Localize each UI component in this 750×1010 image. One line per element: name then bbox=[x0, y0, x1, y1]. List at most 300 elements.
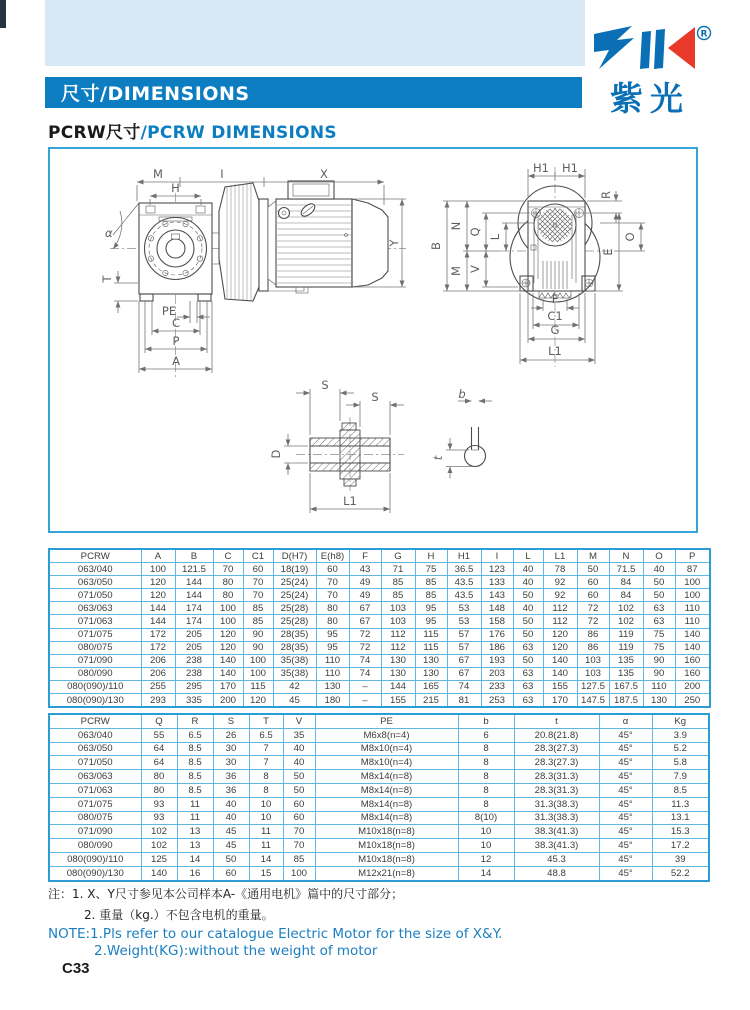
table-cell: 70 bbox=[283, 839, 315, 853]
table-cell: 40 bbox=[513, 576, 543, 589]
table-cell: 13.1 bbox=[652, 811, 709, 825]
table-cell: 127.5 bbox=[577, 680, 609, 693]
table-cell: 233 bbox=[481, 680, 513, 693]
table-cell: 205 bbox=[175, 641, 213, 654]
table-cell: 40 bbox=[643, 563, 675, 576]
keyway-detail-view bbox=[431, 387, 492, 479]
note-zh-line2 bbox=[48, 905, 698, 926]
table-cell: 174 bbox=[175, 602, 213, 615]
table-cell: 8 bbox=[249, 783, 283, 797]
table-cell: 203 bbox=[481, 667, 513, 680]
table-row bbox=[49, 742, 709, 756]
dim-label-S1: S bbox=[321, 378, 329, 392]
table-cell: 8 bbox=[458, 797, 514, 811]
table-cell: 170 bbox=[543, 694, 577, 708]
table-cell: 78 bbox=[543, 563, 577, 576]
table-row bbox=[49, 602, 710, 615]
dim-label-R: R bbox=[599, 191, 613, 199]
table-cell: 165 bbox=[415, 680, 447, 693]
column-header: P bbox=[675, 549, 710, 563]
table-cell: 148 bbox=[481, 602, 513, 615]
table-cell: 112 bbox=[381, 641, 415, 654]
table-cell: 63 bbox=[513, 667, 543, 680]
dim-label-L1-shaft: L1 bbox=[343, 494, 357, 508]
table-cell: 35(38) bbox=[273, 667, 316, 680]
column-header: PCRW bbox=[49, 714, 141, 728]
table-cell: 64 bbox=[141, 756, 177, 770]
table-cell: 140 bbox=[543, 654, 577, 667]
table-cell: 100 bbox=[243, 654, 273, 667]
table-cell: 172 bbox=[141, 641, 175, 654]
column-header: Kg bbox=[652, 714, 709, 728]
table-cell: 28.3(27.3) bbox=[514, 742, 599, 756]
table-cell: 57 bbox=[447, 628, 481, 641]
table-cell: 45 bbox=[213, 839, 249, 853]
scan-artifact bbox=[0, 0, 6, 28]
table-cell: 80 bbox=[316, 615, 349, 628]
table-cell: 7 bbox=[249, 756, 283, 770]
column-header: I bbox=[481, 549, 513, 563]
table-cell: 80 bbox=[316, 602, 349, 615]
table-cell: 75 bbox=[643, 641, 675, 654]
table-cell: 87 bbox=[675, 563, 710, 576]
table-cell: 40 bbox=[283, 756, 315, 770]
table-cell: 35(38) bbox=[273, 654, 316, 667]
table-cell: 71 bbox=[381, 563, 415, 576]
table-cell: 90 bbox=[643, 667, 675, 680]
table-cell: 103 bbox=[577, 667, 609, 680]
table-cell: 85 bbox=[283, 852, 315, 866]
table-cell: 160 bbox=[675, 654, 710, 667]
table-cell: 063/040 bbox=[49, 563, 141, 576]
pcrw-dimensions-table-2 bbox=[48, 713, 710, 882]
table-cell: M8x10(n=4) bbox=[315, 756, 458, 770]
logo-k-bar-glyph bbox=[654, 29, 665, 69]
logo-i-glyph bbox=[640, 31, 651, 69]
side-view bbox=[100, 167, 406, 377]
dim-label-X: X bbox=[320, 167, 328, 181]
note-zh-text2: 2. 重量（kg.）不包含电机的重量。 bbox=[84, 908, 274, 922]
column-header: Q bbox=[141, 714, 177, 728]
table-cell: 140 bbox=[141, 866, 177, 880]
section-title-zh: PCRW尺寸 bbox=[48, 123, 141, 143]
table-cell: 144 bbox=[141, 602, 175, 615]
table-cell: 70 bbox=[283, 825, 315, 839]
table-cell: 72 bbox=[349, 641, 381, 654]
note-en-line2 bbox=[48, 943, 698, 960]
table-cell: – bbox=[349, 694, 381, 708]
table-row bbox=[49, 576, 710, 589]
table-cell: 50 bbox=[513, 615, 543, 628]
table-cell: 72 bbox=[577, 602, 609, 615]
table-cell: 16 bbox=[177, 866, 213, 880]
table-cell: 238 bbox=[175, 654, 213, 667]
table-row bbox=[49, 783, 709, 797]
header-title-band bbox=[45, 77, 582, 108]
table-row bbox=[49, 654, 710, 667]
table-cell: 11.3 bbox=[652, 797, 709, 811]
brand-logo bbox=[592, 24, 716, 120]
table-cell: 123 bbox=[481, 563, 513, 576]
table-row bbox=[49, 770, 709, 784]
table-cell: 253 bbox=[481, 694, 513, 708]
table-cell: 63 bbox=[643, 602, 675, 615]
table-cell: 53 bbox=[447, 615, 481, 628]
column-header: D(H7) bbox=[273, 549, 316, 563]
table-cell: 206 bbox=[141, 654, 175, 667]
table-cell: 110 bbox=[643, 680, 675, 693]
logo-red-triangle-icon bbox=[668, 27, 695, 69]
table-cell: 70 bbox=[243, 589, 273, 602]
table-cell: 071/050 bbox=[49, 756, 141, 770]
table-cell: 63 bbox=[513, 641, 543, 654]
table-cell: 147.5 bbox=[577, 694, 609, 708]
table-cell: 293 bbox=[141, 694, 175, 708]
table-cell: 95 bbox=[316, 628, 349, 641]
table-cell: 115 bbox=[415, 641, 447, 654]
table-cell: 92 bbox=[543, 576, 577, 589]
dim-label-H1-left: H1 bbox=[533, 161, 549, 175]
table-cell: 100 bbox=[675, 589, 710, 602]
table-cell: 10 bbox=[249, 811, 283, 825]
table-cell: 160 bbox=[675, 667, 710, 680]
dim-label-I: I bbox=[220, 167, 224, 181]
table-cell: 071/090 bbox=[49, 825, 141, 839]
table-cell: 130 bbox=[643, 694, 675, 708]
dim-label-Y: Y bbox=[387, 239, 401, 247]
table-cell: 11 bbox=[249, 825, 283, 839]
table-cell: 45° bbox=[599, 770, 652, 784]
table-cell: 70 bbox=[316, 576, 349, 589]
table-cell: 45° bbox=[599, 825, 652, 839]
table-cell: 215 bbox=[415, 694, 447, 708]
table-cell: 12 bbox=[458, 852, 514, 866]
table-cell: 7.9 bbox=[652, 770, 709, 784]
table-cell: 80 bbox=[213, 589, 243, 602]
dim-label-t-key: t bbox=[431, 455, 445, 461]
table-row bbox=[49, 680, 710, 693]
table-cell: 45° bbox=[599, 866, 652, 880]
page-number: C33 bbox=[62, 960, 90, 977]
table-cell: M12x21(n=8) bbox=[315, 866, 458, 880]
note-en-line1: NOTE:1.Pls refer to our catalogue Electric Motor for the size of X&Y. bbox=[48, 926, 503, 942]
table-cell: 071/075 bbox=[49, 628, 141, 641]
column-header: H1 bbox=[447, 549, 481, 563]
table-cell: 40 bbox=[213, 797, 249, 811]
table-cell: 120 bbox=[213, 628, 243, 641]
table-cell: 144 bbox=[175, 576, 213, 589]
table-cell: 120 bbox=[543, 628, 577, 641]
table-cell: 187.5 bbox=[609, 694, 643, 708]
column-header: B bbox=[175, 549, 213, 563]
table-cell: 100 bbox=[243, 667, 273, 680]
table-cell: 100 bbox=[213, 602, 243, 615]
table-cell: 38.3(41.3) bbox=[514, 839, 599, 853]
table-cell: M8x14(n=8) bbox=[315, 811, 458, 825]
table-cell: 205 bbox=[175, 628, 213, 641]
table-cell: 144 bbox=[381, 680, 415, 693]
table-cell: 20.8(21.8) bbox=[514, 728, 599, 742]
drawing-frame bbox=[48, 147, 698, 533]
table-cell: 35 bbox=[283, 728, 315, 742]
column-header: t bbox=[514, 714, 599, 728]
table-cell: 140 bbox=[675, 641, 710, 654]
table-cell: 120 bbox=[141, 589, 175, 602]
table-cell: 42 bbox=[273, 680, 316, 693]
dim-label-N: N bbox=[449, 221, 463, 231]
table-cell: M10x18(n=8) bbox=[315, 839, 458, 853]
table-cell: 8.5 bbox=[177, 783, 213, 797]
table-cell: 193 bbox=[481, 654, 513, 667]
table-row bbox=[49, 825, 709, 839]
column-header: A bbox=[141, 549, 175, 563]
note-en-text2: 2.Weight(KG):without the weight of motor bbox=[94, 943, 378, 959]
table-cell: 112 bbox=[381, 628, 415, 641]
table-cell: 180 bbox=[316, 694, 349, 708]
table-cell: 85 bbox=[243, 615, 273, 628]
table-cell: 6.5 bbox=[249, 728, 283, 742]
table-cell: 63 bbox=[513, 680, 543, 693]
section-title bbox=[48, 118, 337, 143]
table-cell: 120 bbox=[141, 576, 175, 589]
table-cell: 95 bbox=[316, 641, 349, 654]
table-cell: 26 bbox=[213, 728, 249, 742]
end-view bbox=[429, 161, 645, 367]
table-row bbox=[49, 563, 710, 576]
pcrw-dimensions-table-1 bbox=[48, 548, 711, 708]
table-cell: 080(090)/130 bbox=[49, 694, 141, 708]
table-cell: 155 bbox=[543, 680, 577, 693]
table-cell: 43.5 bbox=[447, 576, 481, 589]
table-cell: 14 bbox=[177, 852, 213, 866]
dim-label-PE: PE bbox=[161, 304, 177, 318]
table-cell: 174 bbox=[175, 615, 213, 628]
table-cell: 206 bbox=[141, 667, 175, 680]
table-cell: 70 bbox=[243, 576, 273, 589]
table-cell: 119 bbox=[609, 641, 643, 654]
table-cell: 67 bbox=[349, 602, 381, 615]
table-cell: 40 bbox=[513, 563, 543, 576]
table-cell: 100 bbox=[283, 866, 315, 880]
table-cell: 60 bbox=[213, 866, 249, 880]
table-cell: 11 bbox=[177, 797, 213, 811]
table-row bbox=[49, 756, 709, 770]
table-cell: 67 bbox=[447, 667, 481, 680]
table-cell: 38.3(41.3) bbox=[514, 825, 599, 839]
table-cell: 30 bbox=[213, 742, 249, 756]
dim-label-D: D bbox=[269, 449, 283, 459]
table-cell: 50 bbox=[213, 852, 249, 866]
dim-label-alpha: α bbox=[105, 226, 113, 240]
note-zh-line1 bbox=[48, 884, 698, 905]
table-row bbox=[49, 641, 710, 654]
table-cell: 8.5 bbox=[177, 756, 213, 770]
table-cell: 110 bbox=[675, 615, 710, 628]
table-cell: 5.2 bbox=[652, 742, 709, 756]
table-cell: 50 bbox=[283, 770, 315, 784]
table-cell: 92 bbox=[543, 589, 577, 602]
table-cell: 103 bbox=[381, 615, 415, 628]
table-cell: 186 bbox=[481, 641, 513, 654]
table-cell: 063/063 bbox=[49, 770, 141, 784]
table-cell: 8 bbox=[458, 783, 514, 797]
table-cell: 8 bbox=[458, 770, 514, 784]
table-cell: M8x14(n=8) bbox=[315, 770, 458, 784]
table-cell: 15 bbox=[249, 866, 283, 880]
table-cell: 120 bbox=[543, 641, 577, 654]
table-cell: 45° bbox=[599, 852, 652, 866]
dim-label-b-key: b bbox=[458, 387, 466, 401]
table-cell: M10x18(n=8) bbox=[315, 825, 458, 839]
table-cell: 144 bbox=[175, 589, 213, 602]
table-cell: 63 bbox=[643, 615, 675, 628]
table-cell: 67 bbox=[447, 654, 481, 667]
table-cell: 10 bbox=[458, 839, 514, 853]
table-cell: 75 bbox=[415, 563, 447, 576]
table-cell: 071/050 bbox=[49, 589, 141, 602]
table-cell: 133 bbox=[481, 576, 513, 589]
table-cell: 85 bbox=[415, 589, 447, 602]
table-cell: 60 bbox=[283, 797, 315, 811]
table-cell: 55 bbox=[141, 728, 177, 742]
table-cell: 40 bbox=[283, 742, 315, 756]
table-cell: 200 bbox=[675, 680, 710, 693]
table-cell: 60 bbox=[283, 811, 315, 825]
table-cell: 45.3 bbox=[514, 852, 599, 866]
table-cell: 60 bbox=[243, 563, 273, 576]
dim-label-M2: M bbox=[449, 266, 463, 276]
notes-block bbox=[48, 884, 698, 960]
table-cell: 103 bbox=[381, 602, 415, 615]
dim-label-E: E bbox=[601, 248, 615, 256]
section-title-en: /PCRW DIMENSIONS bbox=[140, 123, 337, 143]
table-row bbox=[49, 811, 709, 825]
table-cell: 90 bbox=[643, 654, 675, 667]
table-cell: 143 bbox=[481, 589, 513, 602]
table-cell: 85 bbox=[243, 602, 273, 615]
dim-label-B: B bbox=[429, 242, 443, 250]
registered-mark-letter: R bbox=[700, 29, 708, 40]
table-cell: 74 bbox=[349, 667, 381, 680]
dim-label-H1-right: H1 bbox=[562, 161, 578, 175]
column-header: S bbox=[213, 714, 249, 728]
table-cell: 86 bbox=[577, 641, 609, 654]
table-cell: 57 bbox=[447, 641, 481, 654]
table-cell: 40 bbox=[513, 602, 543, 615]
table-cell: 30 bbox=[213, 756, 249, 770]
table-row bbox=[49, 615, 710, 628]
zik-logo-icon bbox=[592, 24, 716, 120]
dim-label-V: V bbox=[468, 265, 482, 273]
table-cell: 6.5 bbox=[177, 728, 213, 742]
table-cell: 080(090)/110 bbox=[49, 680, 141, 693]
header-row bbox=[49, 549, 710, 563]
table-cell: 102 bbox=[609, 615, 643, 628]
table-cell: 18(19) bbox=[273, 563, 316, 576]
table-cell: 144 bbox=[141, 615, 175, 628]
dim-label-G: G bbox=[550, 323, 560, 337]
table-cell: 50 bbox=[513, 654, 543, 667]
column-header: M bbox=[577, 549, 609, 563]
table-row bbox=[49, 728, 709, 742]
table-cell: 125 bbox=[141, 852, 177, 866]
table-cell: 110 bbox=[316, 667, 349, 680]
table-cell: 81 bbox=[447, 694, 481, 708]
column-header: T bbox=[249, 714, 283, 728]
table-cell: 071/075 bbox=[49, 797, 141, 811]
table-cell: 115 bbox=[243, 680, 273, 693]
table-cell: 50 bbox=[513, 589, 543, 602]
table-cell: 70 bbox=[316, 589, 349, 602]
table-row bbox=[49, 839, 709, 853]
table-cell: 110 bbox=[316, 654, 349, 667]
table-cell: 080/075 bbox=[49, 641, 141, 654]
table-cell: 28.3(31.3) bbox=[514, 783, 599, 797]
table-cell: 28.3(27.3) bbox=[514, 756, 599, 770]
table-cell: M8x14(n=8) bbox=[315, 783, 458, 797]
page-title: 尺寸/DIMENSIONS bbox=[61, 83, 250, 105]
table-cell: 50 bbox=[577, 563, 609, 576]
table-cell: 72 bbox=[349, 628, 381, 641]
table-cell: 140 bbox=[213, 667, 243, 680]
table-cell: 130 bbox=[316, 680, 349, 693]
dim-label-L: L bbox=[488, 233, 502, 241]
table-cell: 63 bbox=[513, 694, 543, 708]
table-cell: 8.5 bbox=[177, 770, 213, 784]
table-cell: 110 bbox=[675, 602, 710, 615]
table-cell: 10 bbox=[249, 797, 283, 811]
table-row bbox=[49, 667, 710, 680]
table-cell: 95 bbox=[415, 602, 447, 615]
table-cell: 130 bbox=[381, 654, 415, 667]
table-row bbox=[49, 866, 709, 880]
column-header: F bbox=[349, 549, 381, 563]
table-cell: 238 bbox=[175, 667, 213, 680]
table-cell: 8 bbox=[458, 742, 514, 756]
table-row bbox=[49, 589, 710, 602]
table-cell: 45° bbox=[599, 783, 652, 797]
table-cell: 71.5 bbox=[609, 563, 643, 576]
table-row bbox=[49, 852, 709, 866]
table-cell: M6x8(n=4) bbox=[315, 728, 458, 742]
column-header: α bbox=[599, 714, 652, 728]
dim-label-S2: S bbox=[371, 390, 379, 404]
column-header: O bbox=[643, 549, 675, 563]
table-cell: 6 bbox=[458, 728, 514, 742]
table-cell: 135 bbox=[609, 654, 643, 667]
table-cell: 67 bbox=[349, 615, 381, 628]
table-cell: 45° bbox=[599, 839, 652, 853]
table-cell: 25(24) bbox=[273, 589, 316, 602]
table-cell: 071/090 bbox=[49, 654, 141, 667]
table-cell: 130 bbox=[381, 667, 415, 680]
table-cell: 11 bbox=[177, 811, 213, 825]
table-cell: 72 bbox=[577, 615, 609, 628]
table-cell: 119 bbox=[609, 628, 643, 641]
table-cell: 45° bbox=[599, 756, 652, 770]
table-cell: 080/090 bbox=[49, 667, 141, 680]
table-row bbox=[49, 628, 710, 641]
table-cell: 84 bbox=[609, 589, 643, 602]
table-cell: 45° bbox=[599, 811, 652, 825]
table-cell: 170 bbox=[213, 680, 243, 693]
table-cell: 130 bbox=[415, 667, 447, 680]
column-header: C bbox=[213, 549, 243, 563]
table-cell: 17.2 bbox=[652, 839, 709, 853]
table-cell: 45 bbox=[213, 825, 249, 839]
table-cell: 080(090)/130 bbox=[49, 866, 141, 880]
table-cell: 120 bbox=[213, 641, 243, 654]
